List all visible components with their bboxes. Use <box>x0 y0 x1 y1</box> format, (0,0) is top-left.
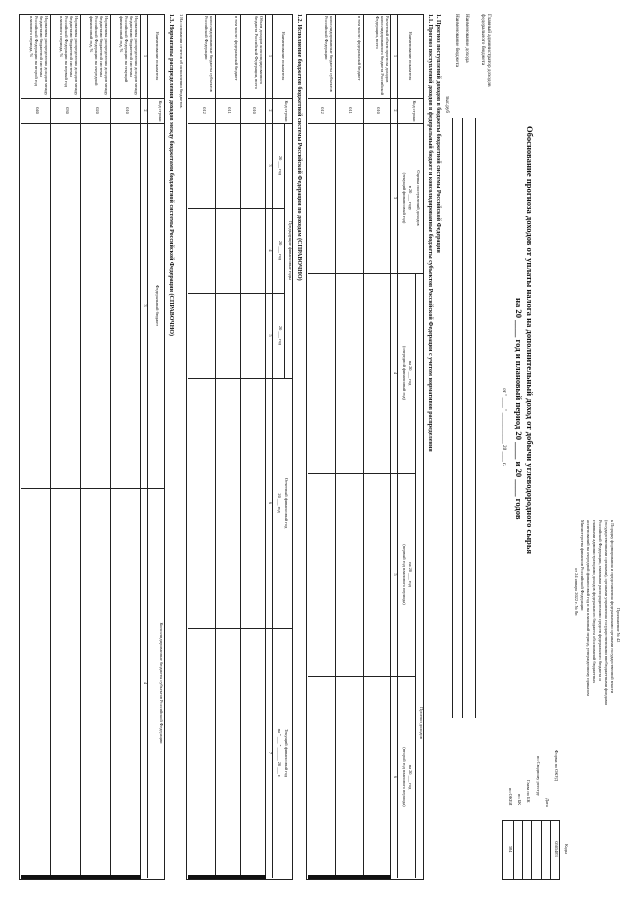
code-row-label: по БК <box>517 794 522 806</box>
code-row-label: Форма по ОКУД <box>554 750 559 781</box>
form-title-period: на 20 ____ год и плановый период 20 ____ и 20 ____ годов <box>514 298 524 520</box>
code-row-label: по ОКЕИ <box>508 788 513 806</box>
table-row-label: консолидированные бюджеты субъектов Российской Федерации <box>324 16 334 92</box>
section-1-heading: 1. Прогноз поступлений доходов в бюджеты бюджетной системы Российской Федерации <box>435 14 441 253</box>
header-note-line: (государственными органами), органами управления государственными внебюджетными фондами <box>604 520 609 705</box>
header-note-line: от 24 января 2022 г. № 8н <box>574 568 579 616</box>
table-row-code: 040 <box>35 107 40 114</box>
table-row-code: 012 <box>320 107 325 114</box>
table-row-label: в том числе: федеральный бюджет <box>357 16 362 81</box>
header-note-line: к Порядку формирования и представления федеральными органами государственной власти <box>610 520 615 694</box>
col-header-sub: (первый год планового периода) <box>402 544 407 605</box>
section-1-1-heading: 1.1. Прогноз поступлений доходов в федеральный бюджет и консолидированные бюджеты субъектов Российской Федерации с учетом нормативов распределения <box>427 14 433 452</box>
form-date: от " ____ " ____________ 20 ____ г. <box>501 388 507 467</box>
table-row-code: 010 <box>376 107 381 114</box>
col-header-sub: (очередной финансовый год) <box>402 346 407 400</box>
unit-label: тыс.руб <box>444 96 450 114</box>
col-header: Наименование показателя <box>408 31 413 81</box>
section-1-3-heading: 1.3. Нормативы распределения доходов между бюджетами бюджетной системы Российской Федерации (СПРАВОЧНО) <box>168 14 174 337</box>
table-row-code: 011 <box>348 107 353 114</box>
col-header: Федеральный бюджет <box>155 284 160 327</box>
col-header: Консолидированные бюджеты субъектов Российской Федерации <box>159 622 164 744</box>
col-number: 2 <box>143 109 148 112</box>
col-header-sub: на " ___ " ______ 20 ___ г. <box>277 728 282 778</box>
table-row-label: консолидированные бюджеты субъектов Российской Федерации <box>204 16 214 92</box>
col-number: 6 <box>268 501 273 505</box>
col-header: Наименование показателя <box>155 31 160 81</box>
col-header-sub: на 20 ___ год <box>408 360 413 386</box>
col-header: 20 ___ год <box>278 240 283 261</box>
code-row-label: Дата <box>545 798 550 807</box>
col-header: Код строки <box>412 100 417 122</box>
col-header-sub: на 20 ___ год <box>408 562 413 587</box>
col-header: 20 ___ год <box>278 155 283 176</box>
header-note-line: главными администраторами доходов федерального бюджета обоснований бюджетных <box>592 520 597 684</box>
table-row-code: 020 <box>95 107 100 114</box>
table-row-label: в том числе: федеральный бюджет <box>234 16 239 81</box>
col-number: 2 <box>268 109 273 112</box>
col-number: 4 <box>268 249 273 252</box>
header-note-line: Приложение № 42 <box>616 608 621 643</box>
col-header: Наименование показателя <box>281 31 286 81</box>
table-row-label: Нормативы распределения доходов между бюджетами бюджетной системы Российской Федерации на текущий финансовый год, % <box>119 16 139 96</box>
col-group-header: Прогноз доходов <box>419 707 424 739</box>
code-row-value: 0505483 <box>554 841 559 857</box>
table-row-code: 011 <box>227 107 232 114</box>
table-row-code: 030 <box>65 107 70 114</box>
col-group-header: Предыдущие финансовые годы <box>288 221 293 280</box>
codes-label: Коды <box>564 844 569 854</box>
admin-label: Главный администратор доходов федерального бюджета <box>480 14 492 87</box>
col-number: 3 <box>143 304 148 307</box>
col-header: Отчетный финансовый год <box>284 477 289 529</box>
col-header-sub: (второй год планового периода) <box>402 747 407 807</box>
col-number: 6 <box>393 775 398 779</box>
col-number: 1 <box>268 54 273 58</box>
table-row-label: Нормативы распределения доходов между бюджетами бюджетной системы Российской Федерации на очередной финансовый год, % <box>89 16 109 96</box>
code-row-value: 384 <box>508 845 513 853</box>
col-header: 20 ___ год <box>278 325 283 346</box>
code-row-label: по Сводному реестру <box>536 756 541 796</box>
header-note-line: Министерства финансов Российской Федерации <box>580 520 585 611</box>
footnote: 1 На основании отчетов об исполнении бюджетов. <box>179 14 184 109</box>
col-number: 2 <box>393 109 398 112</box>
table-row-label: Нормативы распределения доходов между бюджетами бюджетной системы Российской Федерации на первый год планового периода, % <box>59 16 79 96</box>
rotated-form-page <box>16 8 626 882</box>
col-number: 4 <box>393 371 398 375</box>
code-row-label: Глава по БК <box>526 780 531 803</box>
table-row-label: Объем доходов консолидированного бюджета Российской Федерации, всего <box>254 16 264 90</box>
col-number: 5 <box>393 573 398 576</box>
form-title: Обоснование прогноза доходов от уплаты налога на дополнительный доход от добычи углеводородного сырья <box>525 126 535 555</box>
table-row-label: Расчетный объем прогноза доходов консолидированного бюджета Российской Федерации, всего <box>375 16 390 96</box>
col-header: Код строки <box>284 100 289 122</box>
col-header-sub: на 20 ___ год <box>408 764 413 790</box>
col-number: 7 <box>268 751 273 755</box>
header-note-line: ассигнований на очередной финансовый год и на плановый период, утвержденному приказом <box>586 520 591 696</box>
col-header: Оценка поступлений доходов <box>416 170 421 226</box>
col-header-sub: в 20 ___ году <box>408 185 413 211</box>
col-header-sub: (текущий финансовый год) <box>402 172 407 224</box>
header-note-line: Российской Федерации, главными распорядителями средств федерального бюджета и <box>598 520 603 681</box>
col-number: 3 <box>268 164 273 167</box>
section-1-2-heading: 1.2. Исполнение бюджетов бюджетной системы Российской Федерации по доходам (СПРАВОЧНО) <box>296 14 302 281</box>
income-name-label: Наименование дохода <box>464 14 470 63</box>
col-header: Код строки <box>158 100 163 122</box>
budget-name-label: Наименование бюджета <box>454 14 460 67</box>
col-number: 1 <box>143 54 148 58</box>
col-number: 5 <box>268 334 273 337</box>
table-row-label: Нормативы распределения доходов между бюджетами бюджетной системы Российской Федерации на второй год планового периода, % <box>29 16 49 96</box>
col-header-sub: 20 ___ год <box>277 493 282 513</box>
col-number: 1 <box>393 54 398 58</box>
col-header: Текущий финансовый год <box>284 728 289 778</box>
table-row-code: 010 <box>252 107 257 114</box>
table-row-code: 012 <box>202 107 207 114</box>
col-number: 3 <box>393 196 398 200</box>
col-number: 4 <box>143 681 148 685</box>
table-row-code: 010 <box>125 107 130 114</box>
